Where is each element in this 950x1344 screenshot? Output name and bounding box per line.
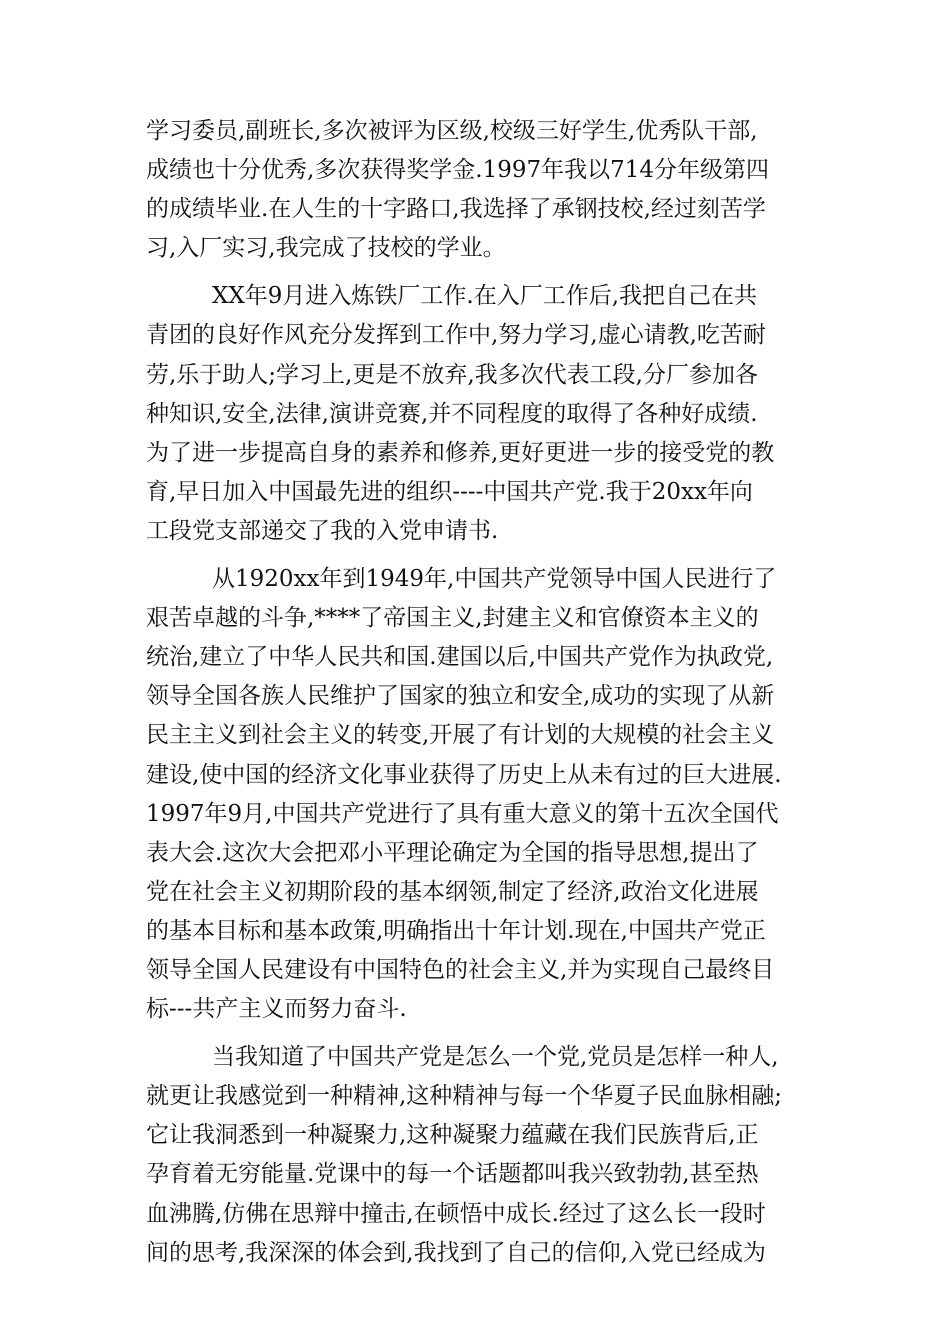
text-line: 它让我洞悉到一种凝聚力,这种凝聚力蕴藏在我们民族背后,正 <box>146 1122 759 1149</box>
text-line: 习,入厂实习,我完成了技校的学业。 <box>146 235 506 262</box>
text-line: 标---共产主义而努力奋斗. <box>146 996 407 1023</box>
text-line: 成绩也十分优秀,多次获得奖学金.1997年我以714分年级第四 <box>146 157 770 184</box>
paragraph-3 <box>146 560 810 1029</box>
text-line: 领导全国人民建设有中国特色的社会主义,并为实现自己最终目 <box>146 956 775 983</box>
text-line: 当我知道了中国共产党是怎么一个党,党员是怎样一种人, <box>212 1044 779 1071</box>
text-line: 建设,使中国的经济文化事业获得了历史上从未有过的巨大进展. <box>146 761 782 788</box>
paragraph-gap <box>146 268 810 277</box>
text-line: 劳,乐于助人;学习上,更是不放弃,我多次代表工段,分厂参加各 <box>146 361 758 388</box>
text-line: 孕育着无穷能量.党课中的每一个话题都叫我兴致勃勃,甚至热 <box>146 1161 759 1188</box>
paragraph-gap <box>146 1029 810 1038</box>
text-line: 的基本目标和基本政策,明确指出十年计划.现在,中国共产党正 <box>146 917 766 944</box>
text-line: 为了进一步提高自身的素养和修养,更好更进一步的接受党的教 <box>146 439 775 466</box>
text-line: 表大会.这次大会把邓小平理论确定为全国的指导思想,提出了 <box>146 839 759 866</box>
paragraph-4 <box>146 1038 810 1273</box>
text-line: 1997年9月,中国共产党进行了具有重大意义的第十五次全国代 <box>146 800 779 827</box>
text-line: 学习委员,副班长,多次被评为区级,校级三好学生,优秀队干部, <box>146 118 758 144</box>
text-line: XX年9月进入炼铁厂工作.在入厂工作后,我把自己在共 <box>212 283 758 310</box>
text-line: 民主主义到社会主义的转变,开展了有计划的大规模的社会主义 <box>146 722 775 749</box>
paragraph-gap <box>146 551 810 560</box>
paragraph-1 <box>146 112 810 268</box>
text-line: 艰苦卓越的斗争,****了帝国主义,封建主义和官僚资本主义的 <box>146 605 759 632</box>
text-line: 间的思考,我深深的体会到,我找到了自己的信仰,入党已经成为 <box>146 1239 766 1266</box>
text-line: 统治,建立了中华人民共和国.建国以后,中国共产党作为执政党, <box>146 644 774 671</box>
text-line: 育,早日加入中国最先进的组织----中国共产党.我于20xx年向 <box>146 478 753 505</box>
text-line: 工段党支部递交了我的入党申请书. <box>146 517 499 544</box>
text-line: 从1920xx年到1949年,中国共产党领导中国人民进行了 <box>212 566 777 593</box>
text-line: 党在社会主义初期阶段的基本纲领,制定了经济,政治文化进展 <box>146 878 759 905</box>
document-body <box>146 112 810 1273</box>
text-line: 青团的良好作风充分发挥到工作中,努力学习,虚心请教,吃苦耐 <box>146 322 766 349</box>
text-line: 的成绩毕业.在人生的十字路口,我选择了承钢技校,经过刻苦学 <box>146 196 766 223</box>
text-line: 血沸腾,仿佛在思辩中撞击,在顿悟中成长.经过了这么长一段时 <box>146 1200 766 1227</box>
text-line: 就更让我感觉到一种精神,这种精神与每一个华夏子民血脉相融; <box>146 1083 783 1110</box>
text-line: 领导全国各族人民维护了国家的独立和安全,成功的实现了从新 <box>146 683 775 710</box>
text-line: 种知识,安全,法律,演讲竞赛,并不同程度的取得了各种好成绩. <box>146 400 758 427</box>
paragraph-2 <box>146 277 810 551</box>
